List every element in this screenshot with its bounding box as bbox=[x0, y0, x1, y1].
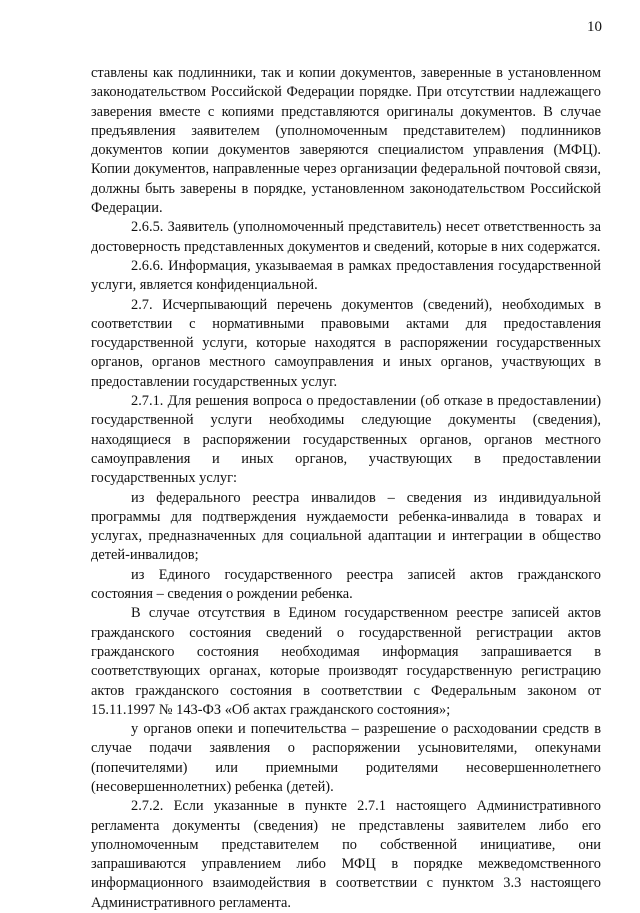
paragraph-2-7-2: 2.7.2. Если указанные в пункте 2.7.1 настоящего Административного регламента документы (сведения) не представлены заявителем либо его уполномоченным представителем по собственной инициативе, они запрашиваются управлением либо МФЦ в порядке межведомственного информационного взаимодействия в соответствии с пунктом 3.3 настоящего Административного регламента. bbox=[91, 798, 601, 911]
paragraph-2-6-5: 2.6.5. Заявитель (уполномоченный представитель) несет ответственность за достоверность представленных документов и сведений, которые в них содержатся. bbox=[91, 219, 601, 255]
paragraph-continuation: ставлены как подлинники, так и копии документов, заверенные в установленном законодательством Российской Федерации порядке. При отсутствии надлежащего заверения вместе с копиями представляются оригиналы документов. В случае предъявления заявителем (уполномоченным представителем) подлинников документов копии документов заверяются специалистом управления (МФЦ). Копии документов, направленные через организации федеральной почтовой связи, должны быть заверены в порядке, установленном законодательством Российской Федерации. bbox=[91, 65, 601, 217]
paragraph-2-6-6: 2.6.6. Информация, указываемая в рамках предоставления государственной услуги, является конфиденциальной. bbox=[91, 257, 601, 294]
paragraph-2-7: 2.7. Исчерпывающий перечень документов (сведений), необходимых в соответствии с нормативными правовыми актами для предоставления государственной услуги, которые находятся в распоряжении государственных органов, органов местного самоуправления и иных органов, участвующих в предоставлении государственных услуг. bbox=[91, 296, 601, 390]
paragraph-disability-registry: из федерального реестра инвалидов – сведения из индивидуальной программы для подтверждения нуждаемости ребенка-инвалида в товарах и услугах, предназначенных для социальной адаптации и интеграции в общество детей-инвалидов; bbox=[91, 489, 601, 564]
paragraph-civil-registry: из Единого государственного реестра записей актов гражданского состояния – сведения о рождении ребенка. bbox=[91, 566, 601, 603]
paragraph-civil-registry-absence: В случае отсутствия в Едином государственном реестре записей актов гражданского состояния сведений о государственной регистрации актов гражданского состояния необходимая информация запрашивается в соответствующих органах, которые производят государственную регистрацию актов гражданского состояния в соответствии с Федеральным законом от 15.11.1997 № 143-ФЗ «Об актах гражданского состояния»; bbox=[91, 605, 601, 718]
paragraph-guardianship: у органов опеки и попечительства – разрешение о расходовании средств в случае подачи заявления о распоряжении усыновителями, опекунами (попечителями) или приемными родителями несовершеннолетнего (несовершеннолетних) ребенка (детей). bbox=[91, 721, 601, 795]
page-number: 10 bbox=[587, 19, 602, 35]
paragraph-2-7-1: 2.7.1. Для решения вопроса о предоставлении (об отказе в предоставлении) государственной услуги необходимы следующие документы (сведения), находящиеся в распоряжении государственных органов, органов местного самоуправления и иных органов, участвующих в предоставлении государственных услуг: bbox=[91, 393, 601, 487]
document-body bbox=[91, 64, 601, 913]
